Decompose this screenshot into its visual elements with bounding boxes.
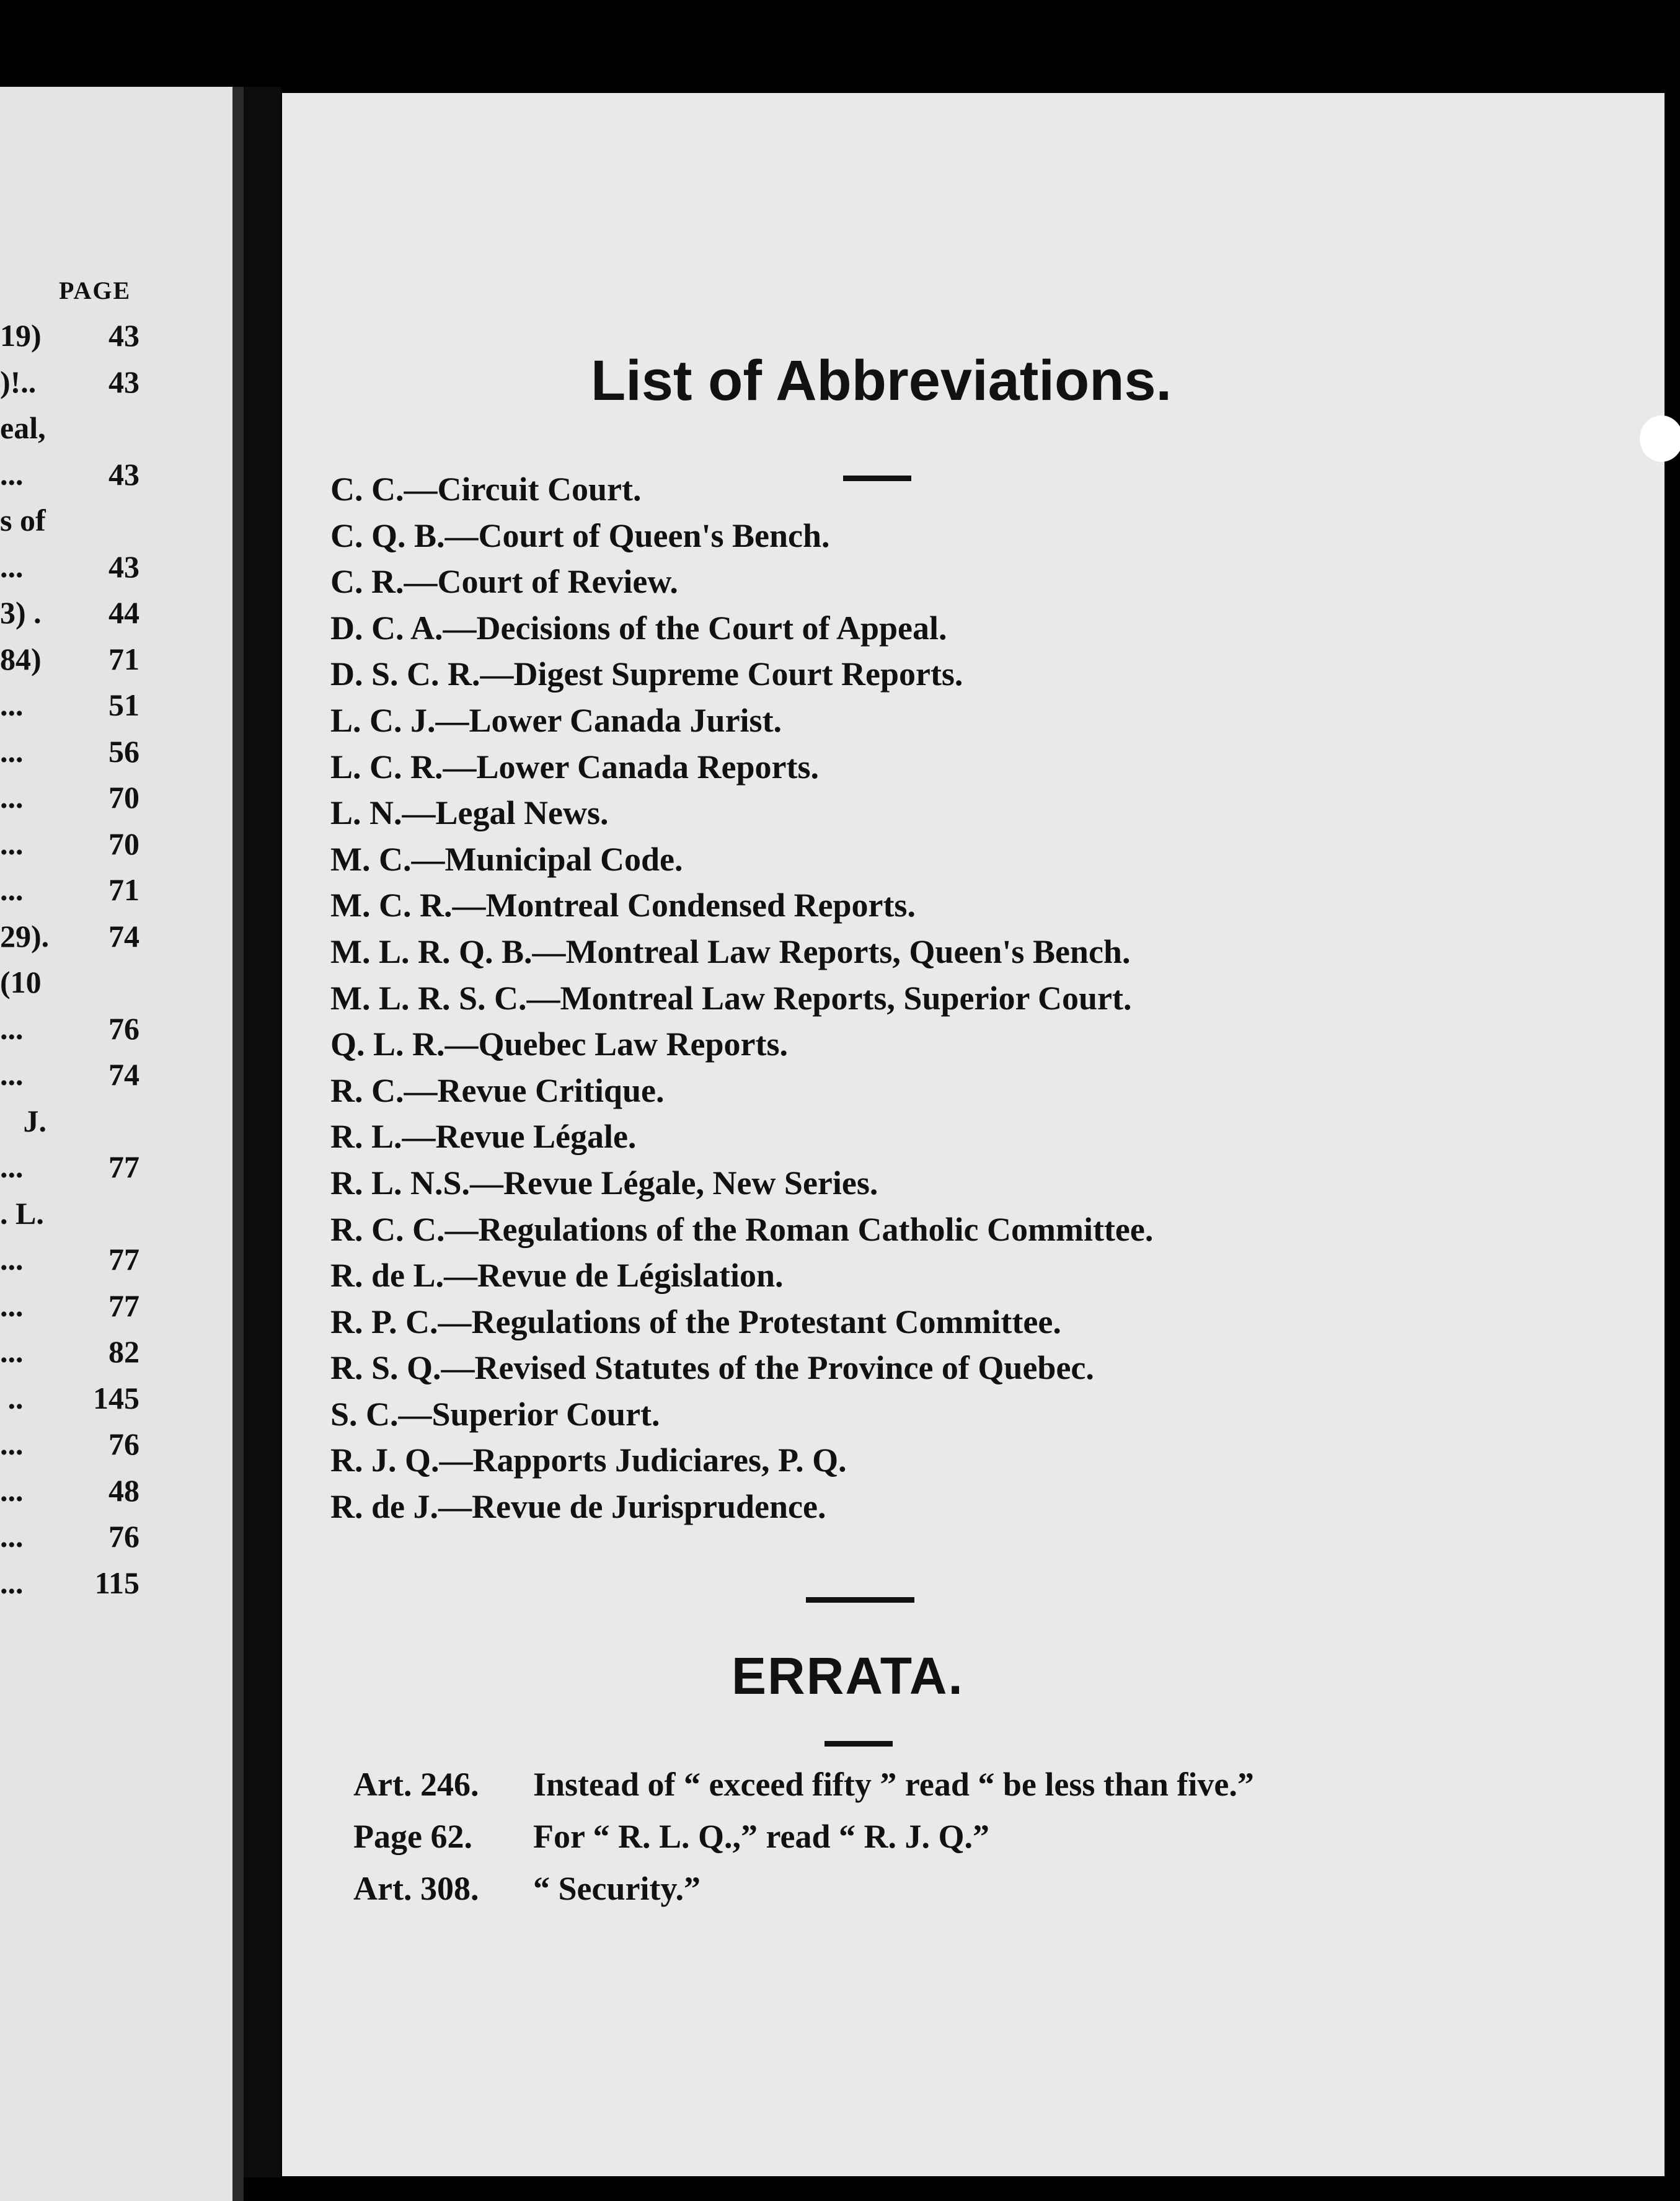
- index-row: [0, 1518, 232, 1565]
- index-row: [0, 733, 232, 780]
- index-entry-fragment: ...: [0, 733, 24, 769]
- page-number: 70: [108, 780, 139, 815]
- index-entry-fragment: ..: [0, 1380, 24, 1415]
- abbreviation-item: M. L. R. Q. B.—Montreal Law Reports, Queen's Bench.: [330, 932, 1131, 970]
- index-entry-fragment: ...: [0, 456, 24, 492]
- page-number: 71: [108, 872, 139, 907]
- abbreviation-item: R. P. C.—Regulations of the Protestant Committee.: [330, 1303, 1061, 1340]
- abbreviations-title: List of Abbreviations.: [591, 349, 1172, 412]
- abbreviation-item: C. C.—Circuit Court.: [330, 471, 642, 508]
- page-number: 43: [108, 456, 139, 492]
- index-row: [0, 1288, 232, 1334]
- book-gutter: [244, 87, 281, 2177]
- abbreviation-item: R. C.—Revue Critique.: [330, 1071, 665, 1109]
- index-entry-fragment: ...: [0, 1519, 24, 1554]
- abbreviation-item: S. C.—Superior Court.: [330, 1395, 660, 1433]
- abbreviation-item: M. L. R. S. C.—Montreal Law Reports, Superior Court.: [330, 979, 1132, 1017]
- index-entry-fragment: ...: [0, 872, 24, 907]
- abbreviation-item: L. N.—Legal News.: [330, 794, 609, 832]
- index-row: [0, 1241, 232, 1288]
- index-row: [0, 1195, 232, 1242]
- abbreviation-item: R. C. C.—Regulations of the Roman Catholic Committee.: [330, 1210, 1154, 1248]
- abbreviation-item: D. C. A.—Decisions of the Court of Appeal.: [330, 609, 947, 647]
- divider-rule: [825, 1741, 893, 1747]
- page-number: 43: [108, 364, 139, 399]
- index-row: [0, 364, 232, 410]
- page-number: 145: [93, 1380, 139, 1415]
- page-number: 44: [108, 595, 139, 630]
- abbreviation-item: C. R.—Court of Review.: [330, 563, 678, 601]
- abbreviation-item: R. S. Q.—Revised Statutes of the Province of Quebec.: [330, 1349, 1094, 1387]
- errata-correction: For “ R. L. Q.,” read “ R. J. Q.”: [533, 1818, 989, 1855]
- index-entry-fragment: ...: [0, 1242, 24, 1277]
- page-number: 115: [94, 1565, 139, 1600]
- errata-correction: “ Security.”: [533, 1870, 701, 1907]
- page-number: 48: [108, 1472, 139, 1508]
- page-number: 82: [108, 1334, 139, 1369]
- errata-correction: Instead of “ exceed fifty ” read “ be less than five.”: [533, 1766, 1254, 1803]
- index-entry-fragment: ...: [0, 1057, 24, 1092]
- index-row: [0, 918, 232, 965]
- index-entry-fragment: ...: [0, 780, 24, 815]
- right-page: [282, 93, 1665, 2176]
- abbreviation-item: R. de L.—Revue de Législation.: [330, 1257, 784, 1295]
- page-number: 76: [108, 1427, 139, 1461]
- index-entry-fragment: 84): [0, 641, 42, 676]
- page-number: 56: [108, 733, 139, 769]
- divider-rule: [806, 1597, 914, 1603]
- abbreviation-item: Q. L. R.—Quebec Law Reports.: [330, 1025, 788, 1063]
- index-entry-fragment: ...: [0, 1288, 24, 1323]
- index-entry-fragment: ...: [0, 1149, 24, 1184]
- index-entry-fragment: 29).: [0, 918, 50, 954]
- page-column-header: PAGE: [59, 277, 131, 304]
- index-row: [0, 964, 232, 1011]
- abbreviations-list: [330, 466, 1153, 1530]
- index-entry-fragment: s of: [0, 503, 46, 538]
- page-number: 77: [108, 1242, 139, 1277]
- index-row: [0, 595, 232, 641]
- index-entry-fragment: ...: [0, 826, 24, 861]
- index-entry-fragment: ...: [0, 549, 24, 584]
- index-row: [0, 872, 232, 918]
- index-rows: [0, 317, 232, 1611]
- index-entry-fragment: ...: [0, 1472, 24, 1508]
- index-row: [0, 410, 232, 456]
- index-row: [0, 1011, 232, 1057]
- page-number: 43: [108, 549, 139, 584]
- index-entry-fragment: eal,: [0, 410, 46, 445]
- index-entry-fragment: . L.: [0, 1195, 44, 1231]
- index-row: [0, 641, 232, 688]
- errata-reference: Page 62.: [353, 1818, 472, 1855]
- index-entry-fragment: 19): [0, 318, 42, 353]
- index-row: [0, 1103, 232, 1149]
- abbreviation-item: C. Q. B.—Court of Queen's Bench.: [330, 516, 830, 554]
- index-row: [0, 779, 232, 826]
- index-row: [0, 1149, 232, 1195]
- index-entry-fragment: J.: [0, 1103, 46, 1138]
- index-row: [0, 687, 232, 733]
- index-entry-fragment: ...: [0, 1565, 24, 1600]
- abbreviation-item: D. S. C. R.—Digest Supreme Court Reports.: [330, 655, 963, 693]
- page-number: 77: [108, 1149, 139, 1184]
- abbreviation-item: R. J. Q.—Rapports Judiciares, P. Q.: [330, 1442, 847, 1479]
- index-row: [0, 1565, 232, 1611]
- paper-speck: [1640, 415, 1680, 462]
- index-entry-fragment: )!..: [0, 364, 37, 399]
- index-row: [0, 1380, 232, 1427]
- abbreviation-item: R. L. N.S.—Revue Légale, New Series.: [330, 1164, 878, 1202]
- left-page: [0, 87, 244, 2201]
- index-entry-fragment: (10: [0, 965, 42, 999]
- errata-reference: Art. 246.: [353, 1766, 479, 1803]
- abbreviation-item: M. C.—Municipal Code.: [330, 840, 683, 878]
- index-row: [0, 826, 232, 872]
- abbreviation-item: M. C. R.—Montreal Condensed Reports.: [330, 887, 916, 924]
- index-row: [0, 502, 232, 549]
- index-row: [0, 317, 232, 364]
- abbreviation-item: R. de J.—Revue de Jurisprudence.: [330, 1488, 826, 1526]
- page-number: 74: [108, 918, 139, 954]
- index-entry-fragment: ...: [0, 1334, 24, 1369]
- index-entry-fragment: ...: [0, 1427, 24, 1461]
- errata-reference: Art. 308.: [353, 1870, 479, 1907]
- errata-title: ERRATA.: [732, 1647, 964, 1705]
- abbreviation-item: L. C. R.—Lower Canada Reports.: [330, 748, 820, 786]
- index-row: [0, 1426, 232, 1472]
- index-row: [0, 1334, 232, 1380]
- page-number: 77: [108, 1288, 139, 1323]
- page-number: 76: [108, 1011, 139, 1046]
- index-row: [0, 1056, 232, 1103]
- page-number: 74: [108, 1057, 139, 1092]
- abbreviation-item: L. C. J.—Lower Canada Jurist.: [330, 701, 782, 739]
- abbreviation-item: R. L.—Revue Légale.: [330, 1118, 637, 1156]
- index-row: [0, 549, 232, 595]
- page-number: 70: [108, 826, 139, 861]
- index-row: [0, 456, 232, 503]
- page-number: 71: [108, 641, 139, 676]
- index-entry-fragment: ...: [0, 688, 24, 722]
- index-row: [0, 1472, 232, 1519]
- page-number: 76: [108, 1519, 139, 1554]
- index-entry-fragment: ...: [0, 1011, 24, 1046]
- index-entry-fragment: 3) .: [0, 595, 42, 630]
- page-number: 51: [108, 688, 139, 722]
- page-number: 43: [108, 318, 139, 353]
